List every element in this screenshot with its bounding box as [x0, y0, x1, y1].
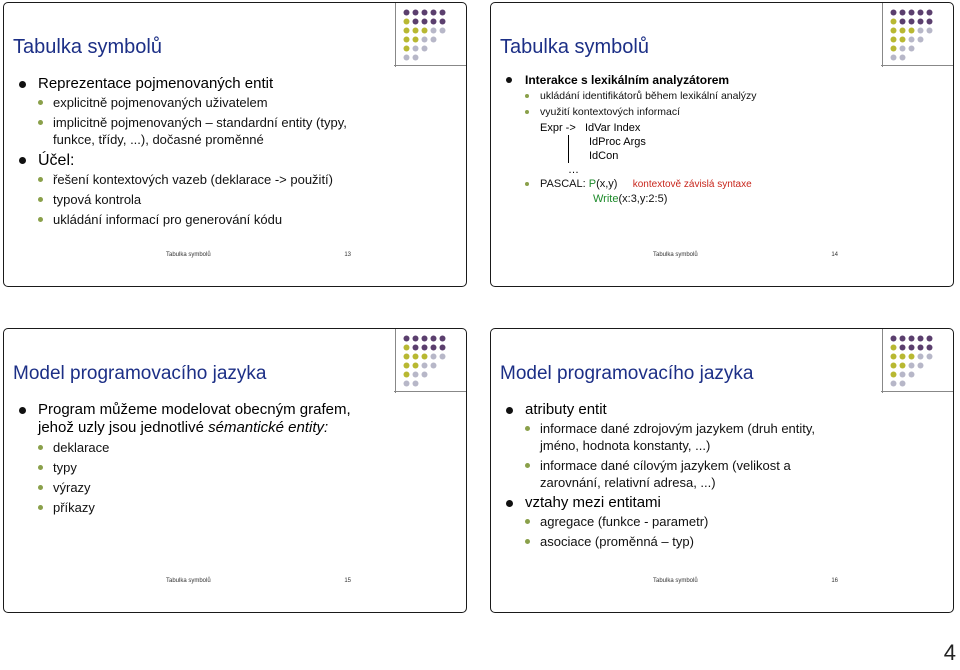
bullet-l2: řešení kontextových vazeb (deklarace -> použití) [16, 171, 456, 188]
pascal-args: (x,y) [596, 178, 618, 190]
bullet-l2: informace dané cílovým jazykem (velikost a zarovnání, relativní adresa, ...) [503, 457, 830, 491]
bullet-l2: příkazy [16, 499, 456, 516]
bullet-l2: implicitně pojmenovaných – standardní entity (typy, funkce, třídy, ...), dočasné proměnné [16, 114, 353, 148]
slide-number: 15 [344, 578, 351, 584]
grammar-ellipsis: … [568, 164, 579, 176]
grammar-rhs: IdVar Index [584, 122, 641, 134]
bullet-l2: asociace (proměnná – typ) [503, 533, 943, 550]
bullet-l2: deklarace [16, 439, 456, 456]
slide-14 [490, 2, 954, 287]
footer-label: Tabulka symbolů [166, 578, 211, 584]
slide-number: 13 [344, 252, 351, 258]
slide-15 [3, 328, 467, 613]
dot-grid-logo [403, 335, 448, 395]
bullet-l2: typy [16, 459, 456, 476]
pascal-label: PASCAL: [540, 178, 586, 190]
footer-label: Tabulka symbolů [166, 252, 211, 258]
slide-title: Tabulka symbolů [500, 36, 649, 58]
bullet-l1: vztahy mezi entitami [503, 494, 943, 512]
slide-title: Model programovacího jazyka [13, 363, 267, 384]
bullet-l1: Interakce s lexikálním analyzátorem [503, 73, 943, 88]
pascal-write-args: (x:3,y:2:5) [618, 193, 668, 205]
bullet-l2: ukládání identifikátorů během lexikální analýzy [503, 89, 943, 103]
bullet-l2: ukládání informací pro generování kódu [16, 211, 456, 228]
slide-number: 16 [831, 578, 838, 584]
bullet-l1: atributy entit [503, 401, 943, 419]
slide-title: Tabulka symbolů [13, 36, 162, 58]
pascal-p: P [588, 178, 597, 190]
slide-13 [3, 2, 467, 287]
grammar-bar [568, 135, 569, 149]
footer-label: Tabulka symbolů [653, 578, 698, 584]
slide-content [503, 401, 943, 553]
decor-vertical-line [882, 329, 883, 393]
dot-grid-logo [890, 335, 935, 395]
slide-number: 14 [831, 252, 838, 258]
page-number: 4 [943, 640, 956, 665]
bullet-l1-paragraph [16, 401, 363, 437]
slide-title: Model programovacího jazyka [500, 363, 754, 384]
bullet-l2: typová kontrola [16, 191, 456, 208]
grammar-bar [568, 149, 569, 163]
bullet-l2: výrazy [16, 479, 456, 496]
slide-content [503, 73, 943, 208]
pascal-write: Write [593, 193, 619, 205]
bullet-l1: Reprezentace pojmenovaných entit [16, 75, 456, 93]
bullet-l2: informace dané zdrojovým jazykem (druh entity, jméno, hodnota konstanty, ...) [503, 420, 840, 454]
slide-content [16, 401, 456, 519]
footer-label: Tabulka symbolů [653, 252, 698, 258]
slide-16 [490, 328, 954, 613]
dot-grid-logo [890, 9, 935, 69]
bullet-l2: využití kontextových informací [503, 105, 943, 119]
dot-grid-logo [403, 9, 448, 69]
pascal-note: kontextově závislá syntaxe [632, 179, 752, 190]
bullet-l1: Účel: [16, 151, 456, 170]
bullet-l2: agregace (funkce - parametr) [503, 513, 943, 530]
grammar-block [503, 121, 943, 177]
grammar-rhs: IdCon [589, 150, 619, 162]
decor-vertical-line [395, 3, 396, 67]
grammar-rhs: IdProc Args [589, 136, 646, 148]
grammar-lhs: Expr -> [540, 122, 576, 134]
bullet-l2-pascal [503, 177, 943, 206]
paragraph-text: Program můžeme modelovat obecným grafem, jehož uzly jsou jednotlivé [38, 401, 351, 436]
bullet-l2: explicitně pojmenovaných uživatelem [16, 94, 456, 111]
slide-content [16, 75, 456, 231]
paragraph-italic: sémantické entity: [208, 419, 329, 436]
decor-vertical-line [882, 3, 883, 67]
decor-vertical-line [395, 329, 396, 393]
